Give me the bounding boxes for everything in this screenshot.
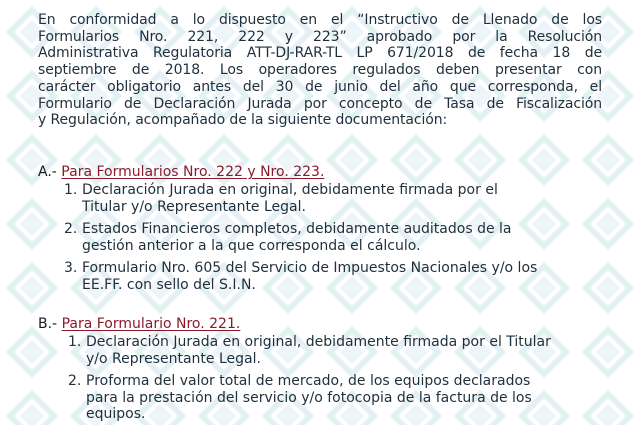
item-line: y/o Representante Legal. xyxy=(86,350,261,367)
item-number: 3. xyxy=(64,260,78,276)
intro-line: En conformidad a lo dispuesto en el “Instructivo de Llenado de los xyxy=(38,12,602,28)
section-a-item-3 xyxy=(64,260,604,293)
item-line: Declaración Jurada en original, debidamente firmada por el xyxy=(82,182,498,198)
item-line: Titular y/o Representante Legal. xyxy=(82,198,306,215)
intro-line: carácter obligatorio antes del 30 de junio del año que corresponda, el xyxy=(38,78,602,95)
section-b-item-2 xyxy=(68,373,608,423)
item-line: Declaración Jurada en original, debidamente firmada por el Titular xyxy=(86,334,551,350)
item-number: 2. xyxy=(64,221,78,237)
section-a-prefix: A.- xyxy=(38,164,62,180)
item-line: gestión anterior a la que corresponda el cálculo. xyxy=(82,237,421,254)
item-number: 1. xyxy=(64,182,78,198)
item-line: Estados Financieros completos, debidamente auditados de la xyxy=(82,221,512,237)
intro-line: Administrativa Regulatoria ATT-DJ-RAR-TL LP 671/2018 de fecha 18 de xyxy=(38,45,602,62)
item-line: EE.FF. con sello del S.I.N. xyxy=(82,276,256,293)
intro-paragraph xyxy=(38,12,602,129)
intro-line: y Regulación, acompañado de la siguiente documentación: xyxy=(38,112,448,129)
section-a-item-2 xyxy=(64,221,604,254)
item-line: Formulario Nro. 605 del Servicio de Impuestos Nacionales y/o los xyxy=(82,260,538,276)
item-number: 1. xyxy=(68,334,82,350)
intro-line: septiembre de 2018. Los operadores regulados deben presentar con xyxy=(38,62,602,79)
intro-line: Formulario de Declaración Jurada por concepto de Tasa de Fiscalización xyxy=(38,95,602,112)
item-line: Proforma del valor total de mercado, de los equipos declarados xyxy=(86,373,531,389)
intro-line: Formularios Nro. 221, 222 y 223” aprobado por la Resolución xyxy=(38,28,602,45)
section-b-heading xyxy=(38,316,240,333)
section-b-prefix: B.- xyxy=(38,316,62,332)
item-number: 2. xyxy=(68,373,82,389)
section-b-item-1 xyxy=(68,334,608,367)
item-line: equipos. xyxy=(86,406,146,422)
section-a-heading xyxy=(38,164,324,181)
item-line: para la prestación del servicio y/o fotocopia de la factura de los xyxy=(86,389,532,406)
section-b-title: Para Formulario Nro. 221. xyxy=(61,316,241,332)
section-a-item-1 xyxy=(64,182,604,215)
section-a-title: Para Formularios Nro. 222 y Nro. 223. xyxy=(61,164,325,180)
